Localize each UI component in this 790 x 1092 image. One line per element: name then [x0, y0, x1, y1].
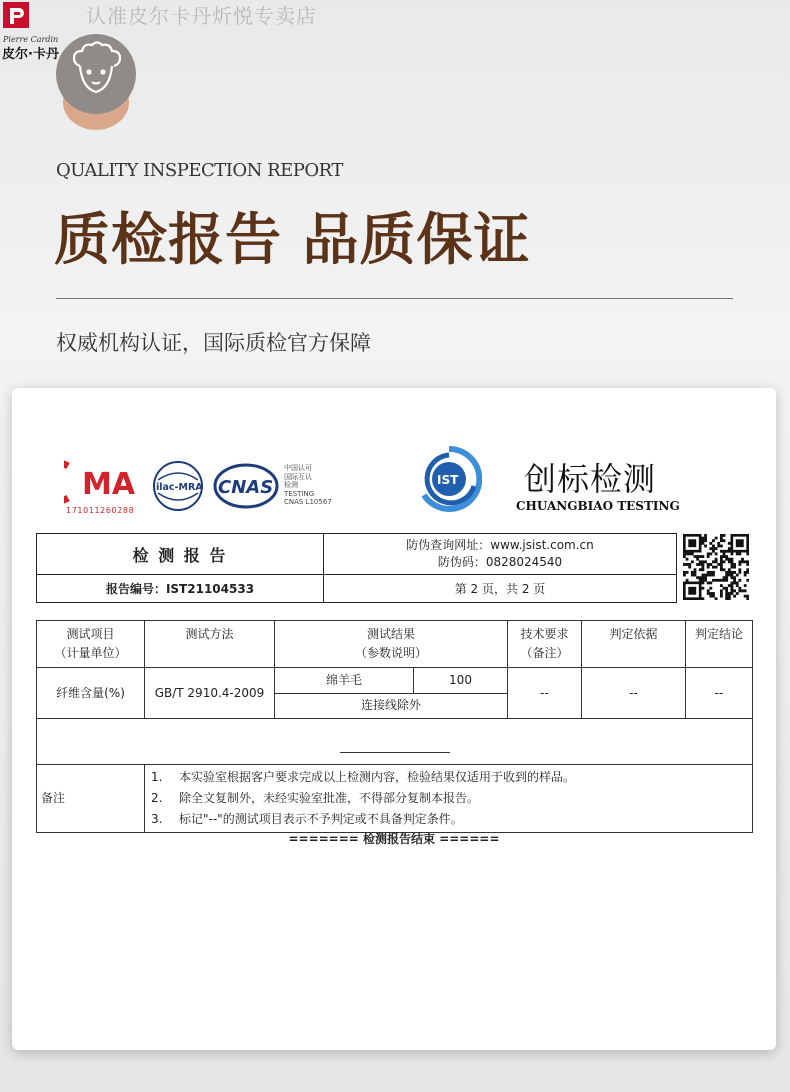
cma-number: 171011260288	[66, 506, 135, 515]
report-number: 报告编号：IST21104533	[37, 575, 324, 603]
cell-value: 100	[449, 672, 472, 687]
report-end-marker: ======= 检测报告结束 ======	[288, 832, 500, 846]
cell-fiber: 绵羊毛	[275, 668, 414, 693]
cell-conclusion: --	[686, 668, 753, 719]
page-indicator: 第 2 页，共 2 页	[324, 575, 677, 603]
cell-note: 连接线除外	[275, 693, 507, 718]
list-item: 1. 本实验室根据客户要求完成以上检测内容，检验结果仅适用于收到的样品。	[151, 770, 576, 784]
remarks-label: 备注	[37, 765, 145, 833]
report-info-table	[36, 533, 677, 603]
query-url: 防伪查询网址：www.jsist.com.cn	[406, 538, 594, 552]
cell-requirement: --	[508, 668, 582, 719]
blank-row	[37, 719, 753, 765]
testing-company-en: CHUANGBIAO TESTING	[516, 499, 680, 513]
cnas-label: CNAS	[218, 477, 274, 498]
qr-code-icon	[683, 534, 749, 600]
page-subtitle: 权威机构认证，国际质检官方保障	[56, 331, 371, 355]
header-requirement: 技术要求 （备注）	[508, 621, 582, 668]
page-title: 质检报告 品质保证	[54, 208, 531, 273]
ilac-mra-logo	[152, 460, 204, 512]
cnas-logo	[213, 462, 279, 510]
list-item: 2. 除全文复制外，未经实验室批准，不得部分复制本报告。	[151, 791, 480, 805]
test-results-table	[36, 620, 753, 833]
cma-label: MA	[82, 467, 136, 502]
header-result: 测试结果 （参数说明）	[275, 621, 508, 668]
sheep-watermark-icon	[56, 30, 138, 132]
remarks-list	[145, 765, 753, 833]
ilac-label: ilac-MRA	[156, 482, 203, 493]
testing-company-name: 创标检测	[524, 460, 657, 498]
report-en-heading: QUALITY INSPECTION REPORT	[56, 160, 343, 181]
table-row	[37, 668, 753, 719]
report-document	[12, 388, 776, 1050]
header-method: 测试方法	[145, 621, 275, 668]
cell-basis: --	[582, 668, 686, 719]
header-item: 测试项目 （计量单位）	[37, 621, 145, 668]
cell-item: 纤维含量(%)	[37, 668, 145, 719]
header-conclusion: 判定结论	[686, 621, 753, 668]
divider	[56, 298, 733, 299]
cell-method: GB/T 2910.4-2009	[145, 668, 275, 719]
cnas-accreditation-text: 中国认可 国际互认 检测 TESTING CNAS L10567	[284, 464, 332, 506]
store-banner: 认准皮尔卡丹炘悦专卖店	[86, 4, 317, 28]
ist-logo	[416, 446, 482, 512]
cma-logo	[64, 458, 142, 516]
list-item: 3. 标记"--"的测试项目表示不予判定或不具备判定条件。	[151, 812, 463, 826]
anti-fake-code: 防伪码：0828024540	[437, 555, 563, 569]
brand-script: Pierre Cardin	[3, 35, 59, 44]
ist-label: IST	[437, 473, 459, 487]
report-title: 检 测 报 告	[37, 534, 324, 575]
header-basis: 判定依据	[582, 621, 686, 668]
brand-name: 皮尔·卡丹	[2, 47, 59, 62]
